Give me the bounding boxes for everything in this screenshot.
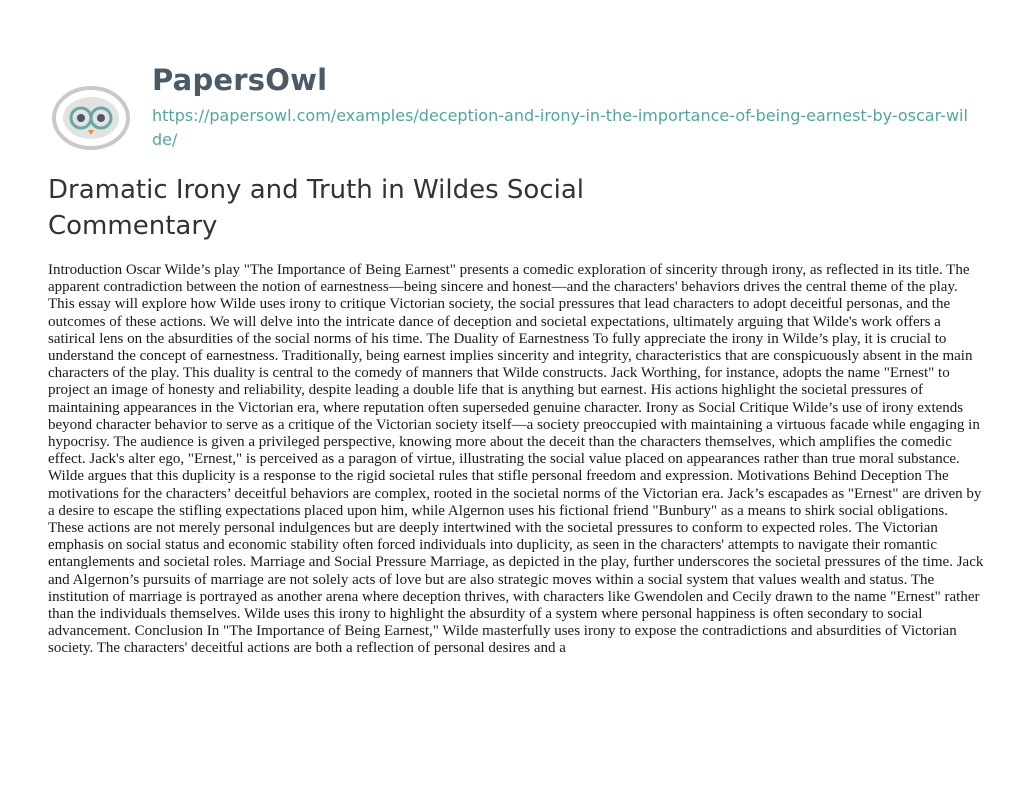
page-title: Dramatic Irony and Truth in Wildes Social Commentary (48, 175, 584, 241)
brand-name[interactable]: PapersOwl (152, 63, 328, 97)
source-url-link[interactable]: https://papersowl.com/examples/deception-and-irony-in-the-importance-of-being-earnest-by-oscar-wilde/ (152, 106, 968, 149)
article-body: Introduction Oscar Wilde’s play "The Importance of Being Earnest" presents a comedic exploration of sincerity through irony, as reflected in its title. The apparent contradiction between the notion of earnestness—being sincere and honest—and the characters' behaviors drives the central theme of the play. This essay will explore how Wilde uses irony to critique Victorian society, the social pressures that lead characters to adopt deceitful personas, and the outcomes of these actions. We will delve into the intricate dance of deception and societal expectations, ultimately arguing that Wilde's work offers a satirical lens on the absurdities of the social norms of his time. The Duality of Earnestness To fully appreciate the irony in Wilde’s play, it is crucial to understand the concept of earnestness. Traditionally, being earnest implies sincerity and integrity, characteristics that are conspicuously absent in the main characters of the play. This duality is central to the comedy of manners that Wilde constructs. Jack Worthing, for instance, adopts the name "Ernest" to project an image of honesty and reliability, despite leading a double life that is anything but earnest. His actions highlight the societal pressures of maintaining appearances in the Victorian era, where reputation often superseded genuine character. Irony as Social Critique Wilde’s use of irony extends beyond character behavior to serve as a critique of the Victorian society itself—a society preoccupied with maintaining a virtuous facade while engaging in hypocrisy. The audience is given a privileged perspective, knowing more about the deceit than the characters themselves, which amplifies the comedic effect. Jack's alter ego, "Ernest," is perceived as a paragon of virtue, illustrating the social value placed on appearances rather than true moral substance. Wilde argues that this duplicity is a response to the rigid societal rules that stifle personal freedom and expression. Motivations Behind Deception The motivations for the characters’ deceitful behaviors are complex, rooted in the societal norms of the Victorian era. Jack’s escapades as "Ernest" are driven by a desire to escape the stifling expectations placed upon him, while Algernon uses his fictional friend "Bunbury" as a means to shirk social obligations. These actions are not merely personal indulgences but are deeply intertwined with the societal pressures to conform to expected roles. The Victorian emphasis on social status and economic stability often forced individuals into duplicity, as seen in the characters' attempts to navigate their romantic entanglements and societal roles. Marriage and Social Pressure Marriage, as depicted in the play, further underscores the societal pressures of the time. Jack and Algernon’s pursuits of marriage are not solely acts of love but are also strategic moves within a social system that values wealth and status. The institution of marriage is portrayed as another arena where deception thrives, with characters like Gwendolen and Cecily drawn to the name "Ernest" rather than the individuals themselves. Wilde uses this irony to highlight the absurdity of a system where personal happiness is often secondary to social advancement. Conclusion In "The Importance of Being Earnest," Wilde masterfully uses irony to expose the contradictions and absurdities of Victorian society. The characters' deceitful actions are both a reflection of personal desires and a (48, 262, 984, 657)
site-header (46, 60, 1006, 160)
owl-logo-icon[interactable] (46, 72, 136, 162)
